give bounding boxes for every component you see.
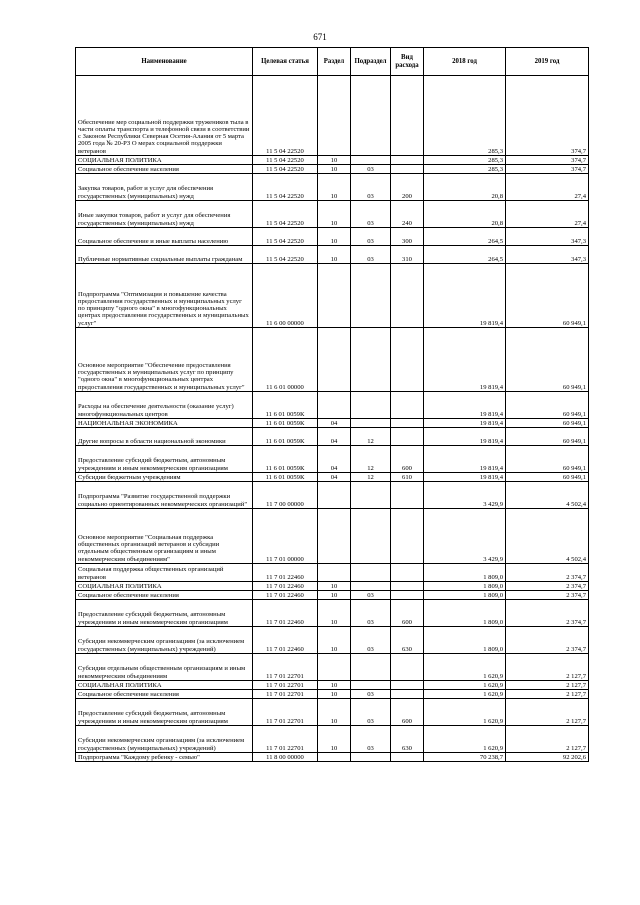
row-expense-type <box>391 392 424 419</box>
row-section: 10 <box>318 246 351 264</box>
row-name: Подпрограмма "Оптимизация и повышение качества предоставления государственных и муниципальных услуг по принципу "одного окна" в многофункциональных центрах предоставления государственных и муниципальных услуг" <box>76 264 253 328</box>
row-subsection: 03 <box>351 201 391 228</box>
row-amount-2019: 374,7 <box>506 76 589 156</box>
row-amount-2019: 27,4 <box>506 174 589 201</box>
row-subsection: 03 <box>351 690 391 699</box>
row-amount-2018: 19 819,4 <box>424 419 506 428</box>
row-amount-2018: 1 620,9 <box>424 681 506 690</box>
row-amount-2019: 2 127,7 <box>506 654 589 681</box>
row-expense-type <box>391 564 424 582</box>
row-expense-type: 630 <box>391 726 424 753</box>
table-row <box>76 582 589 591</box>
row-name: Основное мероприятие "Социальная поддержка общественных организаций ветеранов и субсидии отдельным общественным организациям и иным некоммерческим объединениям" <box>76 509 253 564</box>
row-amount-2019: 374,7 <box>506 156 589 165</box>
row-amount-2019: 4 502,4 <box>506 509 589 564</box>
row-name: Иные закупки товаров, работ и услуг для обеспечения государственных (муниципальных) нужд <box>76 201 253 228</box>
row-amount-2018: 285,3 <box>424 76 506 156</box>
row-section <box>318 76 351 156</box>
page-number: 671 <box>313 32 327 42</box>
header-subsection: Подраздел <box>351 48 391 76</box>
table-header-row <box>76 48 589 76</box>
table-row <box>76 654 589 681</box>
table-row <box>76 228 589 246</box>
row-amount-2018: 1 620,9 <box>424 699 506 726</box>
row-section: 10 <box>318 201 351 228</box>
row-target: 11 5 04 22520 <box>253 76 318 156</box>
row-name: Социальная поддержка общественных организаций ветеранов <box>76 564 253 582</box>
table-row <box>76 681 589 690</box>
row-amount-2018: 20,8 <box>424 174 506 201</box>
row-amount-2018: 264,5 <box>424 246 506 264</box>
row-expense-type <box>391 482 424 509</box>
row-target: 11 7 01 22701 <box>253 699 318 726</box>
row-amount-2019: 2 374,7 <box>506 591 589 600</box>
row-target: 11 7 00 00000 <box>253 482 318 509</box>
row-amount-2018: 1 620,9 <box>424 690 506 699</box>
row-name: СОЦИАЛЬНАЯ ПОЛИТИКА <box>76 156 253 165</box>
row-section: 10 <box>318 591 351 600</box>
budget-table <box>75 47 589 762</box>
row-amount-2019: 2 127,7 <box>506 726 589 753</box>
row-amount-2018: 1 620,9 <box>424 726 506 753</box>
row-target: 11 7 01 22460 <box>253 600 318 627</box>
row-target: 11 7 01 22701 <box>253 681 318 690</box>
row-subsection <box>351 392 391 419</box>
row-expense-type <box>391 264 424 328</box>
row-subsection: 03 <box>351 627 391 654</box>
row-amount-2018: 1 809,0 <box>424 564 506 582</box>
row-amount-2019: 2 374,7 <box>506 627 589 654</box>
row-expense-type: 630 <box>391 627 424 654</box>
row-name: Субсидии некоммерческим организациям (за исключением государственных (муниципальных) учреждений) <box>76 627 253 654</box>
row-amount-2019: 2 127,7 <box>506 699 589 726</box>
row-section: 10 <box>318 174 351 201</box>
header-name: Наименование <box>76 48 253 76</box>
table-row <box>76 419 589 428</box>
table-row <box>76 264 589 328</box>
row-subsection <box>351 753 391 762</box>
row-target: 11 7 01 22460 <box>253 582 318 591</box>
row-expense-type: 600 <box>391 446 424 473</box>
row-amount-2018: 19 819,4 <box>424 446 506 473</box>
row-amount-2018: 3 429,9 <box>424 482 506 509</box>
table-row <box>76 165 589 174</box>
table-row <box>76 627 589 654</box>
row-amount-2018: 20,8 <box>424 201 506 228</box>
row-name: Предоставление субсидий бюджетным, автономным учреждениям и иным некоммерческим организациям <box>76 699 253 726</box>
row-name: Предоставление субсидий бюджетным, автономным учреждениям и иным некоммерческим организациям <box>76 446 253 473</box>
row-name: СОЦИАЛЬНАЯ ПОЛИТИКА <box>76 681 253 690</box>
row-amount-2019: 347,3 <box>506 246 589 264</box>
row-section: 10 <box>318 156 351 165</box>
table-row <box>76 726 589 753</box>
row-target: 11 6 01 00000 <box>253 328 318 392</box>
row-expense-type <box>391 654 424 681</box>
row-target: 11 7 01 22701 <box>253 654 318 681</box>
row-target: 11 7 01 22701 <box>253 726 318 753</box>
row-subsection <box>351 582 391 591</box>
row-subsection <box>351 156 391 165</box>
row-amount-2018: 3 429,9 <box>424 509 506 564</box>
row-amount-2018: 19 819,4 <box>424 473 506 482</box>
row-expense-type <box>391 76 424 156</box>
row-amount-2019: 27,4 <box>506 201 589 228</box>
row-section: 10 <box>318 690 351 699</box>
row-name: Публичные нормативные социальные выплаты гражданам <box>76 246 253 264</box>
row-target: 11 6 01 0059К <box>253 419 318 428</box>
row-amount-2019: 374,7 <box>506 165 589 174</box>
row-target: 11 5 04 22520 <box>253 228 318 246</box>
row-name: Основное мероприятие "Обеспечение предоставления государственных и муниципальных услуг по принципу "одного окна" в многофункциональных центрах предоставления государственных и муниципальных услуг" <box>76 328 253 392</box>
row-amount-2019: 2 374,7 <box>506 600 589 627</box>
row-name: Социальное обеспечение населения <box>76 165 253 174</box>
row-amount-2019: 2 374,7 <box>506 582 589 591</box>
row-expense-type: 300 <box>391 228 424 246</box>
row-amount-2019: 2 127,7 <box>506 681 589 690</box>
row-section: 10 <box>318 681 351 690</box>
table-row <box>76 591 589 600</box>
row-section: 04 <box>318 473 351 482</box>
row-name: Социальное обеспечение и иные выплаты населению <box>76 228 253 246</box>
row-target: 11 6 01 0059К <box>253 428 318 446</box>
row-name: НАЦИОНАЛЬНАЯ ЭКОНОМИКА <box>76 419 253 428</box>
header-expense-type: Вид расхода <box>391 48 424 76</box>
row-section <box>318 482 351 509</box>
row-expense-type <box>391 165 424 174</box>
row-subsection: 12 <box>351 473 391 482</box>
row-target: 11 8 00 00000 <box>253 753 318 762</box>
row-amount-2018: 19 819,4 <box>424 428 506 446</box>
table-row <box>76 753 589 762</box>
row-expense-type <box>391 156 424 165</box>
row-amount-2019: 4 502,4 <box>506 482 589 509</box>
table-row <box>76 428 589 446</box>
table-row <box>76 600 589 627</box>
row-expense-type <box>391 591 424 600</box>
row-name: Расходы на обеспечение деятельности (оказание услуг) многофункциональных центров <box>76 392 253 419</box>
row-amount-2019: 2 374,7 <box>506 564 589 582</box>
table-row <box>76 174 589 201</box>
row-section <box>318 654 351 681</box>
row-target: 11 7 01 22460 <box>253 591 318 600</box>
row-subsection: 03 <box>351 246 391 264</box>
row-amount-2019: 2 127,7 <box>506 690 589 699</box>
row-amount-2018: 70 238,7 <box>424 753 506 762</box>
row-subsection <box>351 76 391 156</box>
row-expense-type: 240 <box>391 201 424 228</box>
row-name: Подпрограмма "Каждому ребенку - семью" <box>76 753 253 762</box>
row-target: 11 5 04 22520 <box>253 165 318 174</box>
row-subsection <box>351 482 391 509</box>
row-target: 11 7 01 22460 <box>253 564 318 582</box>
row-name: Социальное обеспечение населения <box>76 591 253 600</box>
row-subsection <box>351 564 391 582</box>
row-amount-2018: 1 809,0 <box>424 591 506 600</box>
row-amount-2018: 1 620,9 <box>424 654 506 681</box>
row-subsection <box>351 419 391 428</box>
row-section: 04 <box>318 428 351 446</box>
row-section: 10 <box>318 165 351 174</box>
row-name: Обеспечение мер социальной поддержки тружеников тыла в части оплаты транспорта и телефонной связи в соответствии с Законом Республики Северная Осетия-Алания от 5 марта 2005 года № 20-РЗ О мерах социальной поддержки ветеранов <box>76 76 253 156</box>
row-target: 11 5 04 22520 <box>253 174 318 201</box>
header-2018: 2018 год <box>424 48 506 76</box>
row-section: 10 <box>318 582 351 591</box>
row-amount-2019: 60 949,1 <box>506 428 589 446</box>
row-target: 11 5 04 22520 <box>253 246 318 264</box>
row-target: 11 7 01 00000 <box>253 509 318 564</box>
row-subsection: 12 <box>351 428 391 446</box>
row-amount-2018: 1 809,0 <box>424 600 506 627</box>
row-subsection <box>351 509 391 564</box>
row-amount-2018: 19 819,4 <box>424 392 506 419</box>
row-target: 11 7 01 22701 <box>253 690 318 699</box>
row-amount-2019: 60 949,1 <box>506 392 589 419</box>
row-amount-2018: 285,3 <box>424 165 506 174</box>
row-amount-2018: 264,5 <box>424 228 506 246</box>
row-amount-2019: 60 949,1 <box>506 446 589 473</box>
header-target: Целевая статья <box>253 48 318 76</box>
table-row <box>76 156 589 165</box>
row-subsection <box>351 264 391 328</box>
row-section: 04 <box>318 446 351 473</box>
row-section: 10 <box>318 600 351 627</box>
header-2019: 2019 год <box>506 48 589 76</box>
row-subsection: 03 <box>351 165 391 174</box>
table-row <box>76 201 589 228</box>
row-name: Субсидии некоммерческим организациям (за исключением государственных (муниципальных) учреждений) <box>76 726 253 753</box>
table-row <box>76 482 589 509</box>
row-amount-2019: 60 949,1 <box>506 419 589 428</box>
row-target: 11 6 01 0059К <box>253 392 318 419</box>
row-expense-type: 600 <box>391 699 424 726</box>
row-expense-type <box>391 419 424 428</box>
table-row <box>76 699 589 726</box>
row-amount-2019: 60 949,1 <box>506 264 589 328</box>
row-target: 11 6 01 0059К <box>253 446 318 473</box>
row-name: Субсидии бюджетным учреждениям <box>76 473 253 482</box>
row-amount-2019: 60 949,1 <box>506 328 589 392</box>
row-name: Субсидии отдельным общественным организациям и иным некоммерческим объединениям <box>76 654 253 681</box>
row-section <box>318 509 351 564</box>
row-section <box>318 753 351 762</box>
row-expense-type <box>391 582 424 591</box>
table-body <box>76 76 589 762</box>
table-row <box>76 473 589 482</box>
table-row <box>76 76 589 156</box>
row-amount-2019: 92 202,6 <box>506 753 589 762</box>
row-subsection: 03 <box>351 228 391 246</box>
row-amount-2018: 1 809,0 <box>424 582 506 591</box>
row-subsection: 12 <box>351 446 391 473</box>
row-target: 11 5 04 22520 <box>253 201 318 228</box>
row-amount-2019: 60 949,1 <box>506 473 589 482</box>
row-subsection: 03 <box>351 591 391 600</box>
row-name: СОЦИАЛЬНАЯ ПОЛИТИКА <box>76 582 253 591</box>
row-section <box>318 328 351 392</box>
row-name: Закупка товаров, работ и услуг для обеспечения государственных (муниципальных) нужд <box>76 174 253 201</box>
row-target: 11 6 01 0059К <box>253 473 318 482</box>
row-expense-type <box>391 681 424 690</box>
row-subsection: 03 <box>351 699 391 726</box>
row-expense-type: 610 <box>391 473 424 482</box>
row-section: 10 <box>318 726 351 753</box>
row-name: Подпрограмма "Развитие государственной поддержки социально ориентированных некоммерческих организаций" <box>76 482 253 509</box>
row-subsection <box>351 654 391 681</box>
table-row <box>76 446 589 473</box>
row-section: 10 <box>318 627 351 654</box>
table-row <box>76 690 589 699</box>
row-amount-2018: 19 819,4 <box>424 328 506 392</box>
row-expense-type <box>391 328 424 392</box>
row-section <box>318 264 351 328</box>
header-section: Раздел <box>318 48 351 76</box>
table-row <box>76 509 589 564</box>
row-subsection <box>351 328 391 392</box>
row-subsection: 03 <box>351 174 391 201</box>
row-subsection: 03 <box>351 726 391 753</box>
row-subsection: 03 <box>351 600 391 627</box>
row-expense-type <box>391 690 424 699</box>
row-expense-type <box>391 753 424 762</box>
row-amount-2018: 1 809,0 <box>424 627 506 654</box>
row-name: Другие вопросы в области национальной экономики <box>76 428 253 446</box>
row-section: 04 <box>318 419 351 428</box>
row-subsection <box>351 681 391 690</box>
row-section <box>318 392 351 419</box>
row-amount-2018: 285,3 <box>424 156 506 165</box>
row-section: 10 <box>318 228 351 246</box>
row-expense-type: 200 <box>391 174 424 201</box>
row-name: Предоставление субсидий бюджетным, автономным учреждениям и иным некоммерческим организациям <box>76 600 253 627</box>
row-target: 11 6 00 00000 <box>253 264 318 328</box>
row-expense-type <box>391 428 424 446</box>
row-expense-type <box>391 509 424 564</box>
table-row <box>76 564 589 582</box>
row-section: 10 <box>318 699 351 726</box>
table-row <box>76 392 589 419</box>
row-expense-type: 600 <box>391 600 424 627</box>
row-amount-2019: 347,3 <box>506 228 589 246</box>
table-row <box>76 246 589 264</box>
row-amount-2018: 19 819,4 <box>424 264 506 328</box>
row-name: Социальное обеспечение населения <box>76 690 253 699</box>
table-row <box>76 328 589 392</box>
row-target: 11 7 01 22460 <box>253 627 318 654</box>
row-section <box>318 564 351 582</box>
row-target: 11 5 04 22520 <box>253 156 318 165</box>
row-expense-type: 310 <box>391 246 424 264</box>
